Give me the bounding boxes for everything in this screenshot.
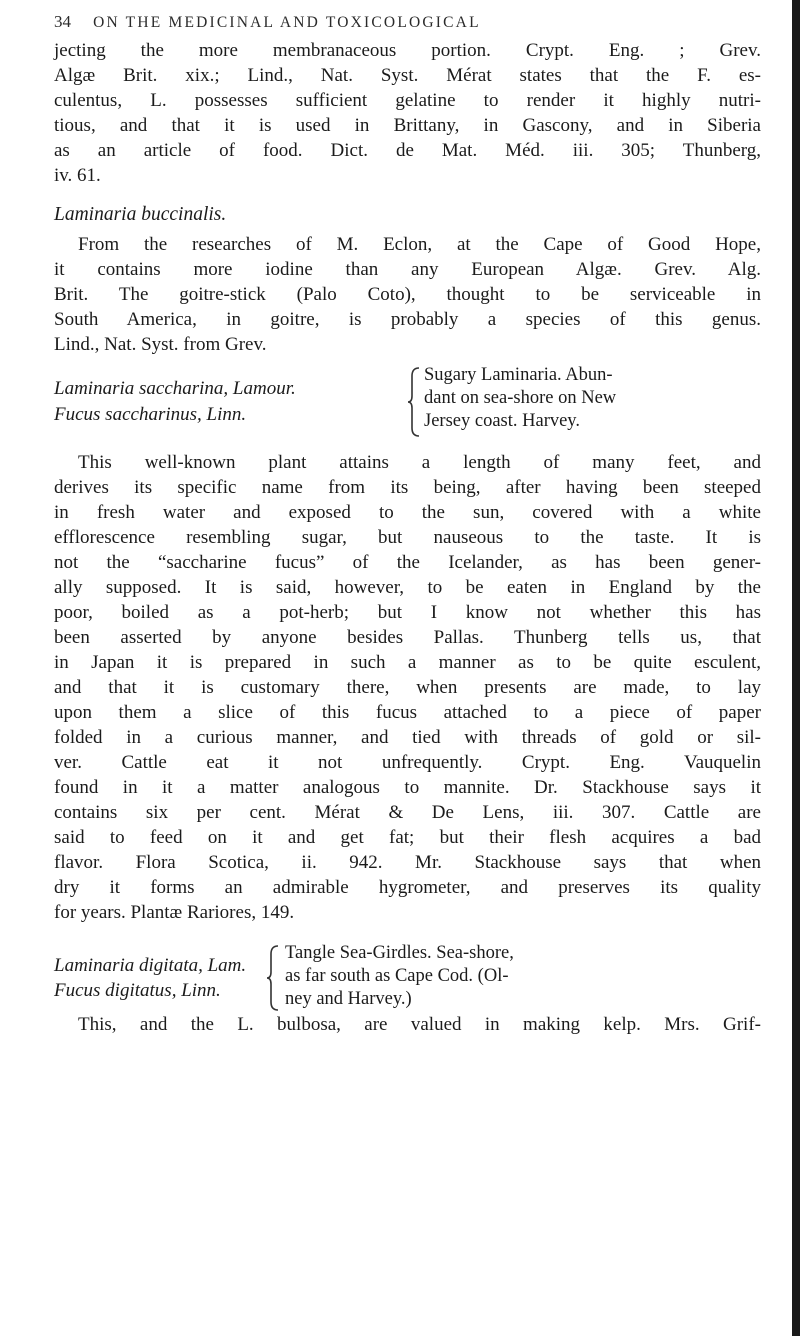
text-line: From the researches of M. Eclon, at the Cape of Good Hope, (78, 234, 761, 255)
text-line: said to feed on it and get fat; but their flesh acquires a bad (54, 827, 761, 848)
text-line: derives its specific name from its being, after having been steeped (54, 477, 761, 498)
synonym: Fucus saccharinus, Linn. (54, 404, 247, 425)
side-note-line: as far south as Cape Cod. (Ol- (285, 966, 509, 986)
text-line: not the “saccharine fucus” of the Icelander, as has been gener- (54, 552, 761, 573)
text-line: dry it forms an admirable hygrometer, and preserves its quality (54, 877, 761, 898)
side-note-line: Tangle Sea-Girdles. Sea-shore, (285, 943, 514, 963)
text-line: upon them a slice of this fucus attached to a piece of paper (54, 702, 761, 723)
text-line: poor, boiled as a pot-herb; but I know not whether this has (54, 602, 761, 623)
text-line: in fresh water and exposed to the sun, covered with a white (54, 502, 761, 523)
side-note-line: ney and Harvey.) (285, 989, 412, 1009)
text-line: jecting the more membranaceous portion. Crypt. Eng. ; Grev. (54, 40, 761, 61)
synonym-line (54, 979, 221, 1002)
text-line: for years. Plantæ Rariores, 149. (54, 902, 295, 923)
running-title: ON THE MEDICINAL AND TOXICOLOGICAL (93, 14, 481, 31)
text-line: as an article of food. Dict. de Mat. Méd. iii. 305; Thunberg, (54, 140, 761, 161)
text-line: This well-known plant attains a length of many feet, and (78, 452, 761, 473)
text-line: it contains more iodine than any European Algæ. Grev. Alg. (54, 259, 761, 280)
text-line: tious, and that it is used in Brittany, in Gascony, and in Siberia (54, 115, 761, 136)
text-line: Algæ Brit. xix.; Lind., Nat. Syst. Mérat states that the F. es- (54, 65, 761, 86)
synonym-line (54, 403, 246, 426)
text-line: efflorescence resembling sugar, but nauseous to the taste. It is (54, 527, 761, 548)
brace-glyph (266, 944, 280, 1012)
text-line: culentus, L. possesses sufficient gelatine to render it highly nutri- (54, 90, 761, 111)
side-note-line: Sugary Laminaria. Abun- (424, 365, 613, 385)
entry-title: Laminaria buccinalis. (54, 204, 227, 225)
page-edge-shadow (792, 0, 800, 1336)
text-line: Brit. The goitre-stick (Palo Coto), thought to be serviceable in (54, 284, 761, 305)
side-note-line: dant on sea-shore on New (424, 388, 617, 408)
synonym: Laminaria digitata, Lam. (54, 955, 247, 976)
synonym: Laminaria saccharina, Lamour. (54, 378, 296, 399)
text-line: been asserted by anyone besides Pallas. Thunberg tells us, that (54, 627, 761, 648)
text-line: in Japan it is prepared in such a manner as to be quite esculent, (54, 652, 761, 673)
text-line: flavor. Flora Scotica, ii. 942. Mr. Stackhouse says that when (54, 852, 761, 873)
synonym: Fucus digitatus, Linn. (54, 980, 221, 1001)
text-line: found in it a matter analogous to mannite. Dr. Stackhouse says it (54, 777, 761, 798)
text-line: Lind., Nat. Syst. from Grev. (54, 334, 267, 355)
text-line: folded in a curious manner, and tied with threads of gold or sil- (54, 727, 761, 748)
text-line: contains six per cent. Mérat & De Lens, iii. 307. Cattle are (54, 802, 761, 823)
page-number: 34 (54, 12, 71, 31)
synonym-line (54, 377, 296, 400)
text-line: iv. 61. (54, 165, 101, 186)
synonym-line (54, 954, 246, 977)
brace-glyph (407, 366, 421, 438)
text-line: South America, in goitre, is probably a species of this genus. (54, 309, 761, 330)
running-header (54, 12, 754, 32)
text-line: This, and the L. bulbosa, are valued in making kelp. Mrs. Grif- (78, 1014, 761, 1035)
side-note-line: Jersey coast. Harvey. (424, 411, 580, 431)
text-line: ver. Cattle eat it not unfrequently. Crypt. Eng. Vauquelin (54, 752, 761, 773)
text-line: and that it is customary there, when presents are made, to lay (54, 677, 761, 698)
text-line: ally supposed. It is said, however, to be eaten in England by the (54, 577, 761, 598)
